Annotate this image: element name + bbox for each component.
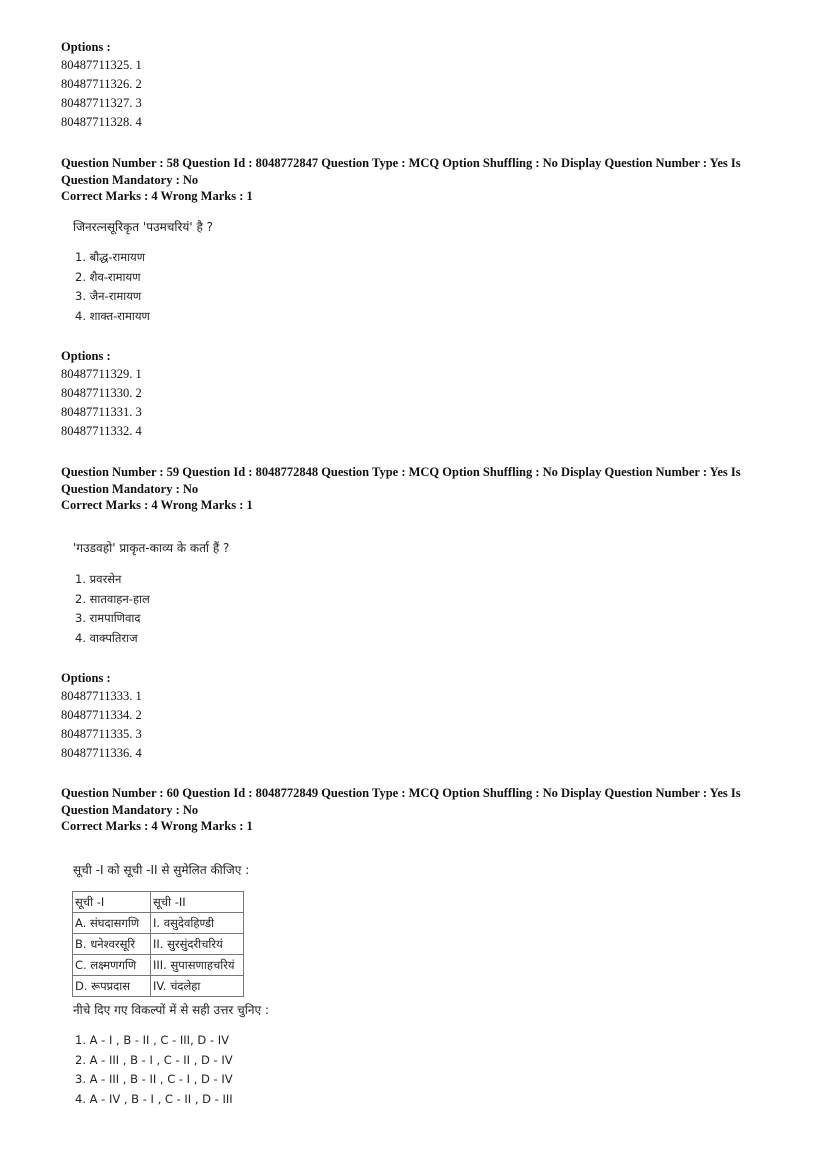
choice-item: 1. प्रवरसेन bbox=[75, 572, 122, 586]
question-mandatory-line: Question Mandatory : No bbox=[61, 481, 199, 496]
table-cell: I. वसुदेवहिण्डी bbox=[151, 913, 244, 934]
table-cell: D. रूपप्रदास bbox=[73, 976, 151, 997]
marks-line: Correct Marks : 4 Wrong Marks : 1 bbox=[61, 819, 253, 833]
table-cell: II. सुरसुंदरीचरियं bbox=[151, 934, 244, 955]
marks-line: Correct Marks : 4 Wrong Marks : 1 bbox=[61, 189, 253, 203]
match-table-wrapper bbox=[72, 891, 244, 997]
option-list bbox=[61, 365, 142, 441]
option-list bbox=[61, 687, 142, 763]
options-label: Options : bbox=[61, 349, 111, 363]
option-item: 80487711332. 4 bbox=[61, 424, 142, 438]
question-58-text: जिनरत्नसूरिकृत 'पउमचरियं' है ? bbox=[73, 220, 214, 234]
option-item: 80487711326. 2 bbox=[61, 77, 142, 91]
question-58-options bbox=[61, 348, 142, 441]
choice-item: 4. वाक्पतिराज bbox=[75, 630, 138, 645]
question-60-choices bbox=[75, 1031, 233, 1109]
question-header-line: Question Number : 59 Question Id : 8048772848 Question Type : MCQ Option Shuffling : No Display Question Number : Yes Is bbox=[61, 465, 741, 479]
question-59-options bbox=[61, 670, 142, 763]
choice-item: 3. रामपाणिवाद bbox=[75, 611, 141, 625]
choice-item: 2. A - III , B - I , C - II , D - IV bbox=[75, 1052, 233, 1067]
question-header-line: Question Number : 60 Question Id : 8048772849 Question Type : MCQ Option Shuffling : No Display Question Number : Yes Is bbox=[61, 786, 741, 800]
question-59-header bbox=[61, 464, 761, 514]
table-cell: A. संघदासगणि bbox=[73, 913, 151, 934]
choice-item: 3. A - III , B - II , C - I , D - IV bbox=[75, 1072, 233, 1086]
choice-item: 4. शाक्त-रामायण bbox=[75, 308, 150, 323]
choice-item: 2. शैव-रामायण bbox=[75, 269, 141, 284]
question-59-choices bbox=[75, 570, 150, 648]
table-cell: IV. चंदलेहा bbox=[151, 976, 244, 997]
options-label: Options : bbox=[61, 40, 111, 54]
table-row bbox=[73, 934, 244, 955]
option-item: 80487711325. 1 bbox=[61, 58, 142, 72]
question-mandatory-line: Question Mandatory : No bbox=[61, 802, 199, 817]
previous-question-options bbox=[61, 39, 142, 132]
option-item: 80487711331. 3 bbox=[61, 405, 142, 419]
question-59-text: 'गउडवहो' प्राकृत-काव्य के कर्ता हैं ? bbox=[73, 541, 230, 555]
match-table bbox=[72, 891, 244, 997]
table-cell: C. लक्ष्मणगणि bbox=[73, 955, 151, 976]
marks-line: Correct Marks : 4 Wrong Marks : 1 bbox=[61, 498, 253, 512]
option-item: 80487711329. 1 bbox=[61, 367, 142, 381]
question-60-text: सूची -I को सूची -II से सुमेलित कीजिए : bbox=[73, 863, 250, 877]
choice-item: 2. सातवाहन-हाल bbox=[75, 591, 150, 606]
option-item: 80487711335. 3 bbox=[61, 727, 142, 741]
question-60-instruction: नीचे दिए गए विकल्पों में से सही उत्तर चुनिए : bbox=[73, 1003, 270, 1017]
options-label: Options : bbox=[61, 671, 111, 685]
table-header-cell: सूची -II bbox=[151, 892, 244, 913]
option-item: 80487711327. 3 bbox=[61, 96, 142, 110]
table-header-row bbox=[73, 892, 244, 913]
table-header-cell: सूची -I bbox=[73, 892, 151, 913]
choice-item: 1. A - I , B - II , C - III, D - IV bbox=[75, 1033, 229, 1047]
option-item: 80487711330. 2 bbox=[61, 386, 142, 400]
question-58-choices bbox=[75, 248, 150, 326]
choice-item: 4. A - IV , B - I , C - II , D - III bbox=[75, 1091, 233, 1106]
option-item: 80487711328. 4 bbox=[61, 115, 142, 129]
question-mandatory-line: Question Mandatory : No bbox=[61, 172, 199, 187]
question-60-header bbox=[61, 785, 761, 835]
table-row bbox=[73, 955, 244, 976]
choice-item: 1. बौद्ध-रामायण bbox=[75, 250, 146, 264]
choice-item: 3. जैन-रामायण bbox=[75, 289, 142, 303]
option-item: 80487711333. 1 bbox=[61, 689, 142, 703]
option-item: 80487711336. 4 bbox=[61, 746, 142, 760]
question-header-line: Question Number : 58 Question Id : 8048772847 Question Type : MCQ Option Shuffling : No Display Question Number : Yes Is bbox=[61, 156, 741, 170]
table-row bbox=[73, 913, 244, 934]
option-item: 80487711334. 2 bbox=[61, 708, 142, 722]
table-cell: III. सुपासणाहचरियं bbox=[151, 955, 244, 976]
option-list bbox=[61, 56, 142, 132]
table-cell: B. धनेश्वरसूरि bbox=[73, 934, 151, 955]
question-58-header bbox=[61, 155, 761, 205]
table-row bbox=[73, 976, 244, 997]
